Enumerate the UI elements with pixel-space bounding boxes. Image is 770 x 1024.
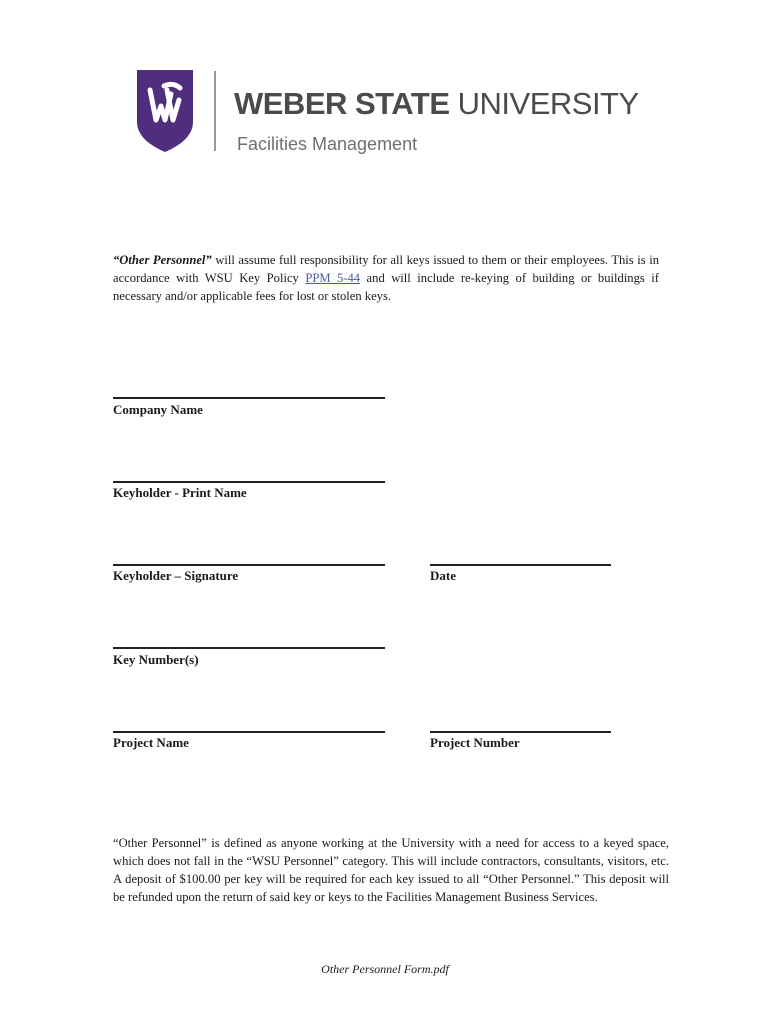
- definition-paragraph: “Other Personnel” is defined as anyone working at the University with a need for access to a keyed space, which does not fall in the “WSU Personnel” category. This will include contractors, consultants, visitors, etc. A deposit of $100.00 per key will be required for each key issued to all “Other Personnel.” This deposit will be refunded upon the return of said key or keys to the Facilities Management Business Services.: [113, 836, 669, 904]
- intro-paragraph: [113, 251, 659, 305]
- project-name-label: Project Name: [113, 735, 189, 750]
- date-label: Date: [430, 568, 456, 583]
- university-name: [234, 86, 639, 122]
- company-name-line[interactable]: [113, 397, 385, 399]
- logo-divider: [214, 71, 216, 151]
- project-name-line[interactable]: [113, 731, 385, 733]
- keyholder-signature-line[interactable]: [113, 564, 385, 566]
- key-numbers-line[interactable]: [113, 647, 385, 649]
- intro-text-2: and will include re-keying of building or buildings if necessary and/or applicable fees for lost or stolen keys.: [113, 271, 659, 303]
- date-line[interactable]: [430, 564, 611, 566]
- intro-lead: “Other Personnel”: [113, 253, 212, 267]
- project-number-line[interactable]: [430, 731, 611, 733]
- university-name-bold: WEBER STATE: [234, 86, 450, 121]
- keyholder-print-line[interactable]: [113, 481, 385, 483]
- keyholder-print-label: Keyholder - Print Name: [113, 485, 247, 500]
- project-number-label: Project Number: [430, 735, 520, 750]
- wsu-shield-w-icon: [137, 70, 193, 152]
- company-name-label: Company Name: [113, 402, 203, 417]
- keyholder-signature-label: Keyholder – Signature: [113, 568, 239, 583]
- department-name: Facilities Management: [237, 134, 418, 154]
- intro-text-1: will assume full responsibility for all keys issued to them or their employees. This is in accordance with WSU Key Policy: [113, 253, 660, 285]
- university-name-light: UNIVERSITY: [457, 86, 639, 121]
- footer-filename: Other Personnel Form.pdf: [321, 962, 449, 976]
- policy-link[interactable]: PPM 5-44: [305, 271, 361, 285]
- key-numbers-label: Key Number(s): [113, 652, 199, 667]
